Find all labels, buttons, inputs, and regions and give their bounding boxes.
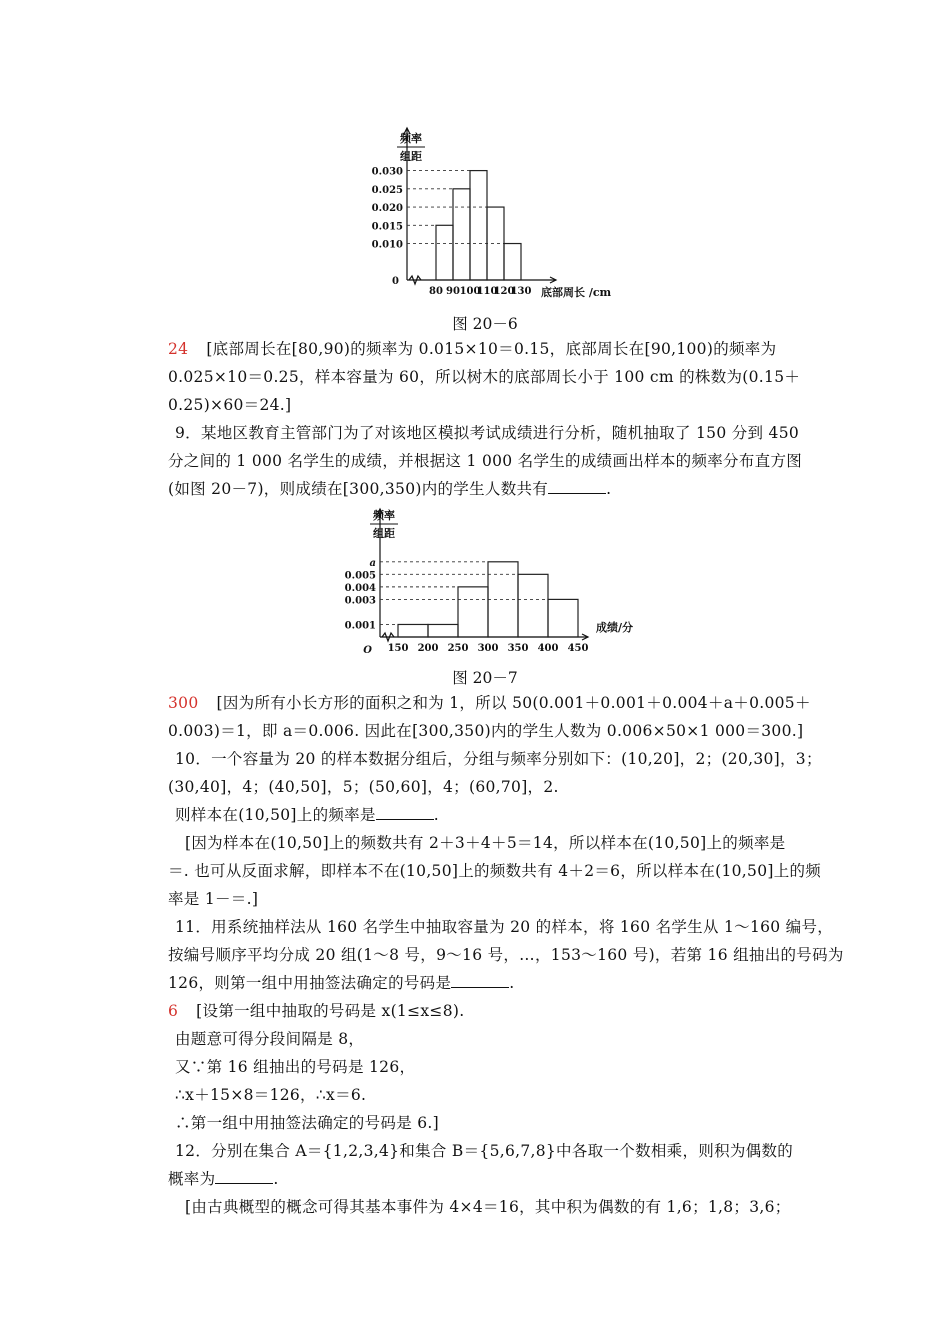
figure-caption-20-7: 图 20－7 [452, 669, 518, 687]
q11-explanation-5: ∴第一组中用抽签法确定的号码是 6.] [175, 1114, 439, 1132]
x-tick-label: 300 [477, 643, 499, 654]
x-tick-label: 110 [476, 286, 498, 297]
q12-line-2 [168, 1168, 279, 1190]
histogram-chart-20-6 [360, 124, 630, 304]
histogram-bar [428, 624, 458, 637]
x-tick-label: 200 [417, 643, 439, 654]
q12-explanation-1: [由古典概型的概念可得其基本事件为 4×4＝16，其中积为偶数的有 1,6；1,8；3,6； [185, 1198, 791, 1216]
q9-line-3-text: (如图 20－7)，则成绩在[300,350)内的学生人数共有 [168, 480, 549, 498]
histogram-bar [470, 171, 487, 280]
q8-explanation-1: [底部周长在[80,90)的频率为 0.015×10＝0.15，底部周长在[90,100)的频率为 [206, 340, 777, 358]
q10-answer-blank [376, 805, 434, 820]
histogram-bar [548, 599, 578, 637]
x-tick-label: 90 [446, 286, 460, 297]
q10-line-3-end: . [433, 806, 440, 824]
y-axis-label-denominator: 组距 [400, 150, 422, 163]
q12-line-1: 12．分别在集合 A＝{1,2,3,4}和集合 B＝{5,6,7,8}中各取一个数相乘，则积为偶数的 [175, 1142, 794, 1160]
histogram-bar [398, 624, 428, 637]
q10-line-3-text: 则样本在(10,50]上的频率是 [175, 806, 376, 824]
y-tick-label: 0.003 [344, 595, 376, 607]
q11-line-3-text: 126，则第一组中用抽签法确定的号码是 [168, 974, 452, 992]
q9-explanation-2: 0.003)＝1，即 a＝0.006. 因此在[300,350)内的学生人数为 0.006×50×1 000＝300.] [168, 722, 804, 740]
q9-answer-blank [548, 479, 606, 494]
histogram-bar [458, 587, 488, 637]
q11-explanation-4: ∴x＋15×8＝126，∴x＝6. [175, 1086, 367, 1104]
q11-answer: 6 [168, 1002, 179, 1020]
histogram-bar [518, 574, 548, 637]
q8-answer-line-1 [168, 338, 776, 360]
q11-line-2: 按编号顺序平均分成 20 组(1～8 号，9～16 号，…，153～160 号)，若第 16 组抽出的号码为 [168, 946, 844, 964]
y-axis-label-numerator: 频率 [373, 509, 395, 522]
q9-line-3-end: . [606, 480, 612, 498]
q9-explanation-1: [因为所有小长方形的面积之和为 1，所以 50(0.001＋0.001＋0.004＋a＋0.005＋ [216, 694, 811, 712]
x-tick-label: 120 [493, 286, 515, 297]
q11-explanation-1: [设第一组中抽取的号码是 x(1≤x≤8). [196, 1002, 465, 1020]
q10-line-2: (30,40]，4；(40,50]，5；(50,60]，4；(60,70]，2. [168, 778, 559, 796]
x-tick-label: 100 [459, 286, 481, 297]
histogram-chart-20-7 [338, 505, 658, 663]
q12-line-2-text: 概率为 [168, 1170, 216, 1188]
q12-answer-blank [215, 1169, 273, 1184]
x-tick-label: 250 [447, 643, 469, 654]
x-tick-label: 130 [510, 286, 532, 297]
origin-label: O [363, 645, 372, 656]
q11-explanation-3: 又∵第 16 组抽出的号码是 126， [175, 1058, 416, 1076]
x-tick-label: 80 [429, 286, 443, 297]
q12-line-2-end: . [273, 1170, 279, 1188]
q8-explanation-2: 0.025×10＝0.25，样本容量为 60，所以树木的底部周长小于 100 cm 的株数为(0.15＋ [168, 368, 801, 386]
y-tick-label: 0.004 [344, 582, 376, 594]
q9-line-3 [168, 478, 611, 500]
origin-label: 0 [392, 276, 399, 287]
q10-explanation-2: ＝. 也可从反面求解，即样本不在(10,50]上的频数共有 4＋2＝6，所以样本在(10,50]上的频 [168, 862, 822, 880]
x-tick-label: 450 [567, 643, 589, 654]
q8-explanation-3: 0.25)×60＝24.] [168, 396, 292, 414]
q10-explanation-1: [因为样本在(10,50]上的频数共有 2＋3＋4＋5＝14，所以样本在(10,50]上的频率是 [185, 834, 786, 852]
x-tick-label: 400 [537, 643, 559, 654]
y-tick-label: 0.025 [371, 184, 403, 196]
histogram-bar [436, 225, 453, 280]
q11-line-3 [168, 972, 515, 994]
q8-answer: 24 [168, 340, 189, 358]
q9-answer-line-1 [168, 692, 811, 714]
y-tick-label: 0.015 [371, 221, 403, 233]
y-tick-label: 0.010 [371, 239, 403, 251]
q10-line-3 [175, 804, 439, 826]
y-tick-label: a [369, 557, 376, 569]
q10-line-1: 10．一个容量为 20 的样本数据分组后，分组与频率分别如下：(10,20]，2；(20,30]，3； [175, 750, 822, 768]
y-axis-label-numerator: 频率 [400, 132, 422, 145]
q11-answer-line-1 [168, 1000, 464, 1022]
q11-explanation-2: 由题意可得分段间隔是 8， [175, 1030, 365, 1048]
q11-line-1: 11．用系统抽样法从 160 名学生中抽取容量为 20 的样本，将 160 名学生从 1～160 编号， [175, 918, 834, 936]
y-tick-label: 0.005 [344, 570, 376, 582]
y-tick-label: 0.030 [371, 166, 403, 178]
x-tick-label: 350 [507, 643, 529, 654]
q9-line-1: 9．某地区教育主管部门为了对该地区模拟考试成绩进行分析，随机抽取了 150 分到 450 [175, 424, 800, 442]
q9-answer: 300 [168, 694, 199, 712]
y-tick-label: 0.001 [344, 620, 376, 632]
y-axis-label-denominator: 组距 [373, 527, 395, 540]
x-axis-label: 成绩/分 [596, 621, 634, 634]
q11-line-3-end: . [509, 974, 515, 992]
x-tick-label: 150 [387, 643, 409, 654]
q10-explanation-3: 率是 1－＝.] [168, 890, 259, 908]
x-axis-label: 底部周长 /cm [541, 286, 612, 299]
q9-line-2: 分之间的 1 000 名学生的成绩，并根据这 1 000 名学生的成绩画出样本的频率分布直方图 [168, 452, 803, 470]
y-tick-label: 0.020 [371, 203, 403, 215]
figure-caption-20-6: 图 20－6 [452, 315, 518, 333]
histogram-bar [453, 189, 470, 280]
q11-answer-blank [451, 973, 509, 988]
histogram-bar [487, 207, 504, 280]
histogram-bar [504, 244, 521, 280]
